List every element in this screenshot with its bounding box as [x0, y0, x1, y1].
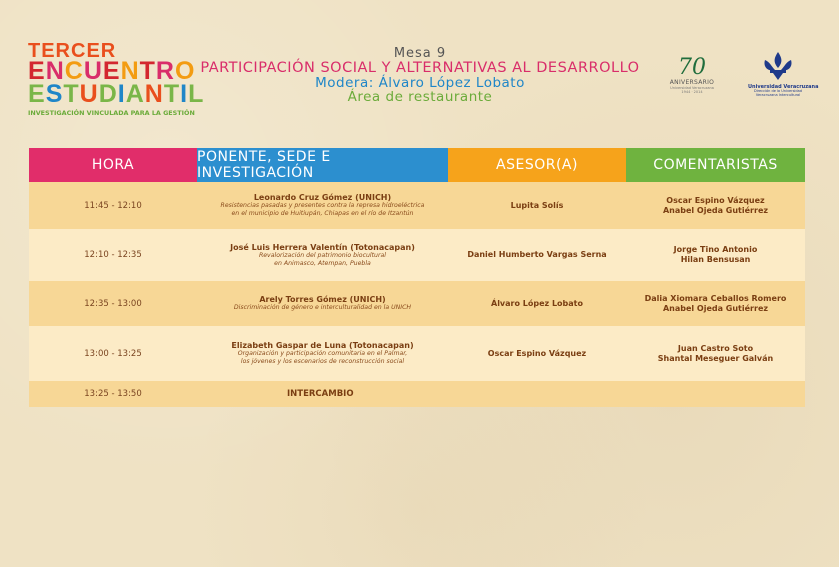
row-asesor: Oscar Espino Vázquez: [487, 348, 587, 358]
header-asesor: ASESOR(A): [448, 148, 626, 182]
session-title: PARTICIPACIÓN SOCIAL Y ALTERNATIVAS AL DESARROLLO: [200, 59, 640, 76]
uv-logo: [748, 50, 819, 98]
row-comentarista: Dalia Xiomara Ceballos Romero: [644, 293, 787, 303]
header-hora: HORA: [29, 148, 197, 182]
row-comentaristas: [626, 182, 805, 229]
row-ponente: Elizabeth Gaspar de Luna (Totonacapan): [231, 341, 414, 351]
row-ponente: José Luis Herrera Valentín (Totonacapan): [230, 242, 415, 252]
anniversary-logo: [668, 57, 716, 94]
row-comentarista: Jorge Tino Antonio: [673, 245, 758, 254]
row-comentarista: Oscar Espino Vázquez: [666, 195, 765, 205]
session-header: [200, 47, 640, 104]
anniversary-years: 1944 · 2014: [681, 90, 703, 94]
session-area: Área de restaurante: [347, 89, 493, 106]
row-investigation: los jóvenes y los escenarios de reconstrucción social: [240, 358, 405, 365]
row-comentarista: Anabel Ojeda Gutiérrez: [662, 205, 769, 215]
session-moderator: Modera: Álvaro López Lobato: [315, 74, 525, 91]
fleur-de-lis-icon: [761, 50, 795, 82]
table-row: [29, 326, 805, 381]
row-investigation: Resistencias pasadas y presentes contra la represa hidroeléctrica: [220, 202, 425, 210]
row-investigation: Organización y participación comunitaria en el Palmar,: [237, 350, 408, 358]
row-ponente: Arely Torres Gómez (UNICH): [259, 295, 386, 305]
row-asesor: Lupita Solís: [510, 200, 564, 210]
table-row: [29, 229, 805, 281]
row-empty: [448, 381, 626, 407]
row-time: 13:00 - 13:25: [84, 348, 142, 359]
row-comentarista: Hilan Bensusan: [680, 255, 751, 264]
row-comentarista: Shantal Meseguer Galván: [657, 353, 774, 363]
table-row: [29, 182, 805, 229]
row-ponente-cell: [197, 229, 448, 281]
row-investigation: en Animasco, Atempan, Puebla: [274, 259, 371, 267]
row-empty: [626, 381, 805, 407]
row-time: 12:35 - 13:00: [84, 298, 142, 309]
row-asesor: Álvaro López Lobato: [491, 298, 583, 308]
anniversary-text: ANIVERSARIO: [669, 79, 715, 86]
row-time: 12:10 - 12:35: [84, 250, 142, 260]
row-ponente-cell: [197, 182, 448, 229]
row-comentarista: Anabel Ojeda Gutiérrez: [662, 303, 769, 313]
row-investigation: en el municipio de Huitiupán, Chiapas en el río de Itzantún: [231, 210, 414, 217]
row-investigation: Revalorización del patrimonio biocultural: [258, 251, 387, 259]
logo-line-3: ESTUDIANTIL: [28, 80, 205, 109]
row-investigation: Discriminación de género e interculturalidad en la UNICH: [233, 304, 412, 312]
logo-tagline: INVESTIGACIÓN VINCULADA PARA LA GESTIÓN: [28, 109, 195, 118]
anniversary-university: Universidad Veracruzana: [670, 86, 714, 90]
header-comentaristas: COMENTARISTAS: [626, 148, 805, 182]
logo-line-2: ENCUENTRO: [28, 57, 196, 86]
uv-department: Dirección de la Universidad Veracruzana Intercultural: [754, 89, 802, 97]
row-intercambio: INTERCAMBIO: [287, 389, 354, 399]
table-row: [29, 381, 805, 407]
row-comentaristas: [626, 229, 805, 281]
row-ponente-cell: [197, 326, 448, 381]
session-number: Mesa 9: [393, 46, 447, 61]
row-ponente: Leonardo Cruz Gómez (UNICH): [253, 193, 392, 203]
row-comentarista: Juan Castro Soto: [677, 343, 754, 353]
row-time: 11:45 - 12:10: [84, 200, 142, 211]
uv-name: Universidad Veracruzana: [748, 84, 819, 90]
row-ponente-cell: [197, 281, 448, 326]
row-asesor: Daniel Humberto Vargas Serna: [467, 250, 607, 259]
anniversary-number: 70: [678, 55, 706, 80]
encuentro-logo: [28, 42, 208, 117]
row-comentaristas: [626, 326, 805, 381]
schedule-table: [29, 148, 805, 407]
row-time: 13:25 - 13:50: [84, 389, 142, 399]
table-header: [29, 148, 805, 182]
row-comentaristas: [626, 281, 805, 326]
table-row: [29, 281, 805, 326]
logo-line-1: TERCER: [28, 40, 117, 62]
header-ponente: PONENTE, SEDE E INVESTIGACIÓN: [197, 148, 448, 182]
